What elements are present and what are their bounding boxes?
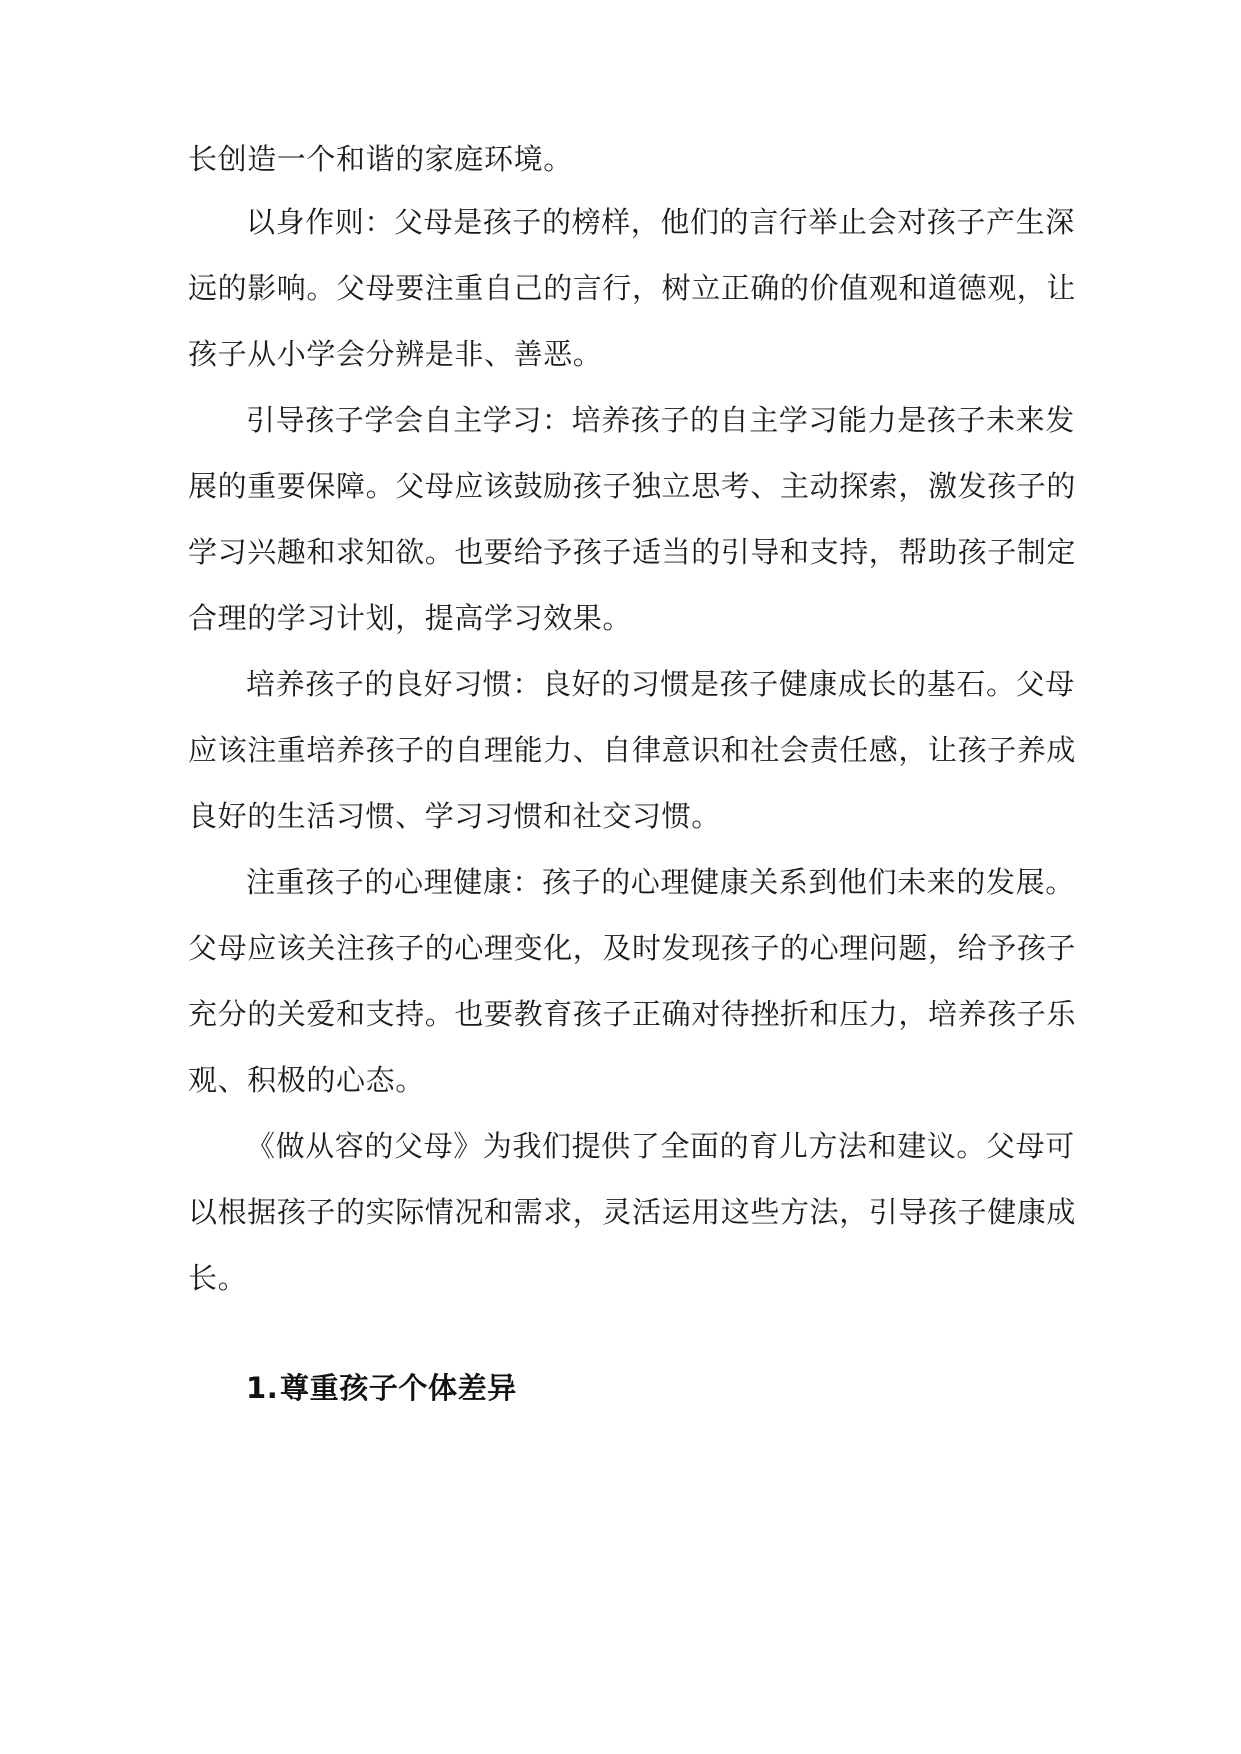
body-line: 长。 bbox=[188, 1261, 248, 1295]
body-line: 引导孩子学会自主学习：培养孩子的自主学习能力是孩子未来发 bbox=[246, 403, 1075, 437]
body-line: 应该注重培养孩子的自理能力、自律意识和社会责任感，让孩子养成 bbox=[188, 733, 1077, 767]
body-line: 父母应该关注孩子的心理变化，及时发现孩子的心理问题，给予孩子 bbox=[188, 931, 1077, 965]
body-line: 展的重要保障。父母应该鼓励孩子独立思考、主动探索，激发孩子的 bbox=[188, 469, 1077, 503]
body-line: 《做从容的父母》为我们提供了全面的育儿方法和建议。父母可 bbox=[246, 1129, 1075, 1163]
body-line: 长创造一个和谐的家庭环境。 bbox=[188, 142, 573, 176]
body-line: 良好的生活习惯、学习习惯和社交习惯。 bbox=[188, 799, 721, 833]
body-line: 培养孩子的良好习惯：良好的习惯是孩子健康成长的基石。父母 bbox=[246, 667, 1075, 701]
section-title: 尊重孩子个体差异 bbox=[280, 1371, 517, 1405]
section-number: 1. bbox=[246, 1371, 279, 1405]
body-line: 合理的学习计划，提高学习效果。 bbox=[188, 601, 633, 635]
body-line: 远的影响。父母要注重自己的言行，树立正确的价值观和道德观，让 bbox=[188, 271, 1077, 305]
body-line: 观、积极的心态。 bbox=[188, 1063, 425, 1097]
body-line: 孩子从小学会分辨是非、善恶。 bbox=[188, 337, 603, 371]
section-heading bbox=[246, 1368, 517, 1408]
body-line: 充分的关爱和支持。也要教育孩子正确对待挫折和压力，培养孩子乐 bbox=[188, 997, 1077, 1031]
body-line: 学习兴趣和求知欲。也要给予孩子适当的引导和支持，帮助孩子制定 bbox=[188, 535, 1077, 569]
body-line: 以根据孩子的实际情况和需求，灵活运用这些方法，引导孩子健康成 bbox=[188, 1195, 1077, 1229]
body-line: 以身作则：父母是孩子的榜样，他们的言行举止会对孩子产生深 bbox=[246, 205, 1075, 239]
body-line: 注重孩子的心理健康：孩子的心理健康关系到他们未来的发展。 bbox=[246, 865, 1075, 899]
